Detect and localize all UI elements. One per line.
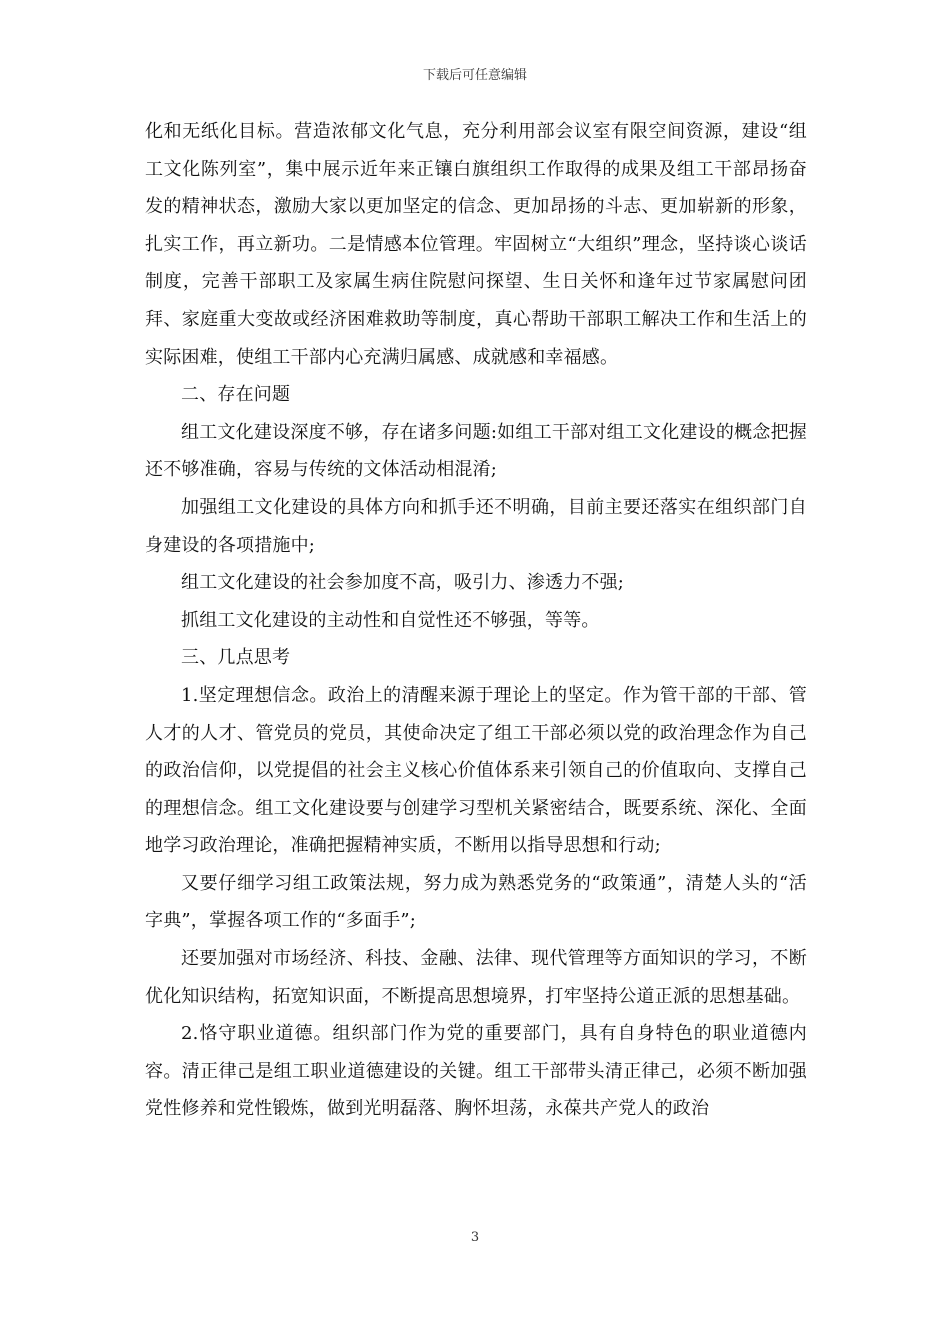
header-text: 下载后可任意编辑 (422, 68, 527, 83)
section-heading-problems: 二、存在问题 (181, 384, 291, 406)
paragraph: 抓组工文化建设的主动性和自觉性还不够强，等等。 (181, 609, 600, 631)
page-footer (0, 1230, 950, 1245)
paragraph: 还要加强对市场经济、科技、金融、法律、现代管理等方面知识的学习，不断优化知识结构，拓宽知识面，不断提高思想境界，打牢坚持公道正派的思想基础。 (145, 948, 807, 1007)
paragraph: 1.坚定理想信念。政治上的清醒来源于理论上的坚定。作为管干部的干部、管人才的人才、管党员的党员，其使命决定了组工干部必须以党的政治理念作为自己的政治信仰，以党提倡的社会主义核心价值体系来引领自己的价值取向、支撑自己的理想信念。组工文化建设要与创建学习型机关紧密结合，既要系统、深化、全面地学习政治理论，准确把握精神实质，不断用以指导思想和行动; (145, 684, 807, 857)
paragraph: 2.恪守职业道德。组织部门作为党的重要部门，具有自身特色的职业道德内容。清正律己是组工职业道德建设的关键。组工干部带头清正律己，必须不断加强党性修养和党性锻炼，做到光明磊落、胸怀坦荡，永葆共产党人的政治 (145, 1023, 807, 1120)
section-heading-thoughts: 三、几点思考 (181, 647, 291, 669)
page-number: 3 (470, 1230, 480, 1245)
paragraph: 又要仔细学习组工政策法规，努力成为熟悉党务的“政策通”，清楚人头的“活字典”，掌握各项工作的“多面手”; (145, 872, 807, 932)
page-header (0, 64, 950, 83)
paragraph: 加强组工文化建设的具体方向和抓手还不明确，目前主要还落实在组织部门自身建设的各项措施中; (145, 496, 807, 556)
paragraph: 组工文化建设深度不够，存在诸多问题:如组工干部对组工文化建设的概念把握还不够准确，容易与传统的文体活动相混淆; (145, 421, 807, 481)
paragraph-continuation: 化和无纸化目标。营造浓郁文化气息，充分利用部会议室有限空间资源，建设“组工文化陈列室”，集中展示近年来正镶白旗组织工作取得的成果及组工干部昂扬奋发的精神状态，激励大家以更加坚定的信念、更加昂扬的斗志、更加崭新的形象，扎实工作，再立新功。二是情感本位管理。牢固树立“大组织”理念，坚持谈心谈话制度，完善干部职工及家属生病住院慰问探望、生日关怀和逢年过节家属慰问团拜、家庭重大变故或经济困难救助等制度，真心帮助干部职工解决工作和生活上的实际困难，使组工干部内心充满归属感、成就感和幸福感。 (145, 121, 807, 368)
paragraph: 组工文化建设的社会参加度不高，吸引力、渗透力不强; (181, 572, 625, 594)
document-body (145, 113, 807, 1128)
